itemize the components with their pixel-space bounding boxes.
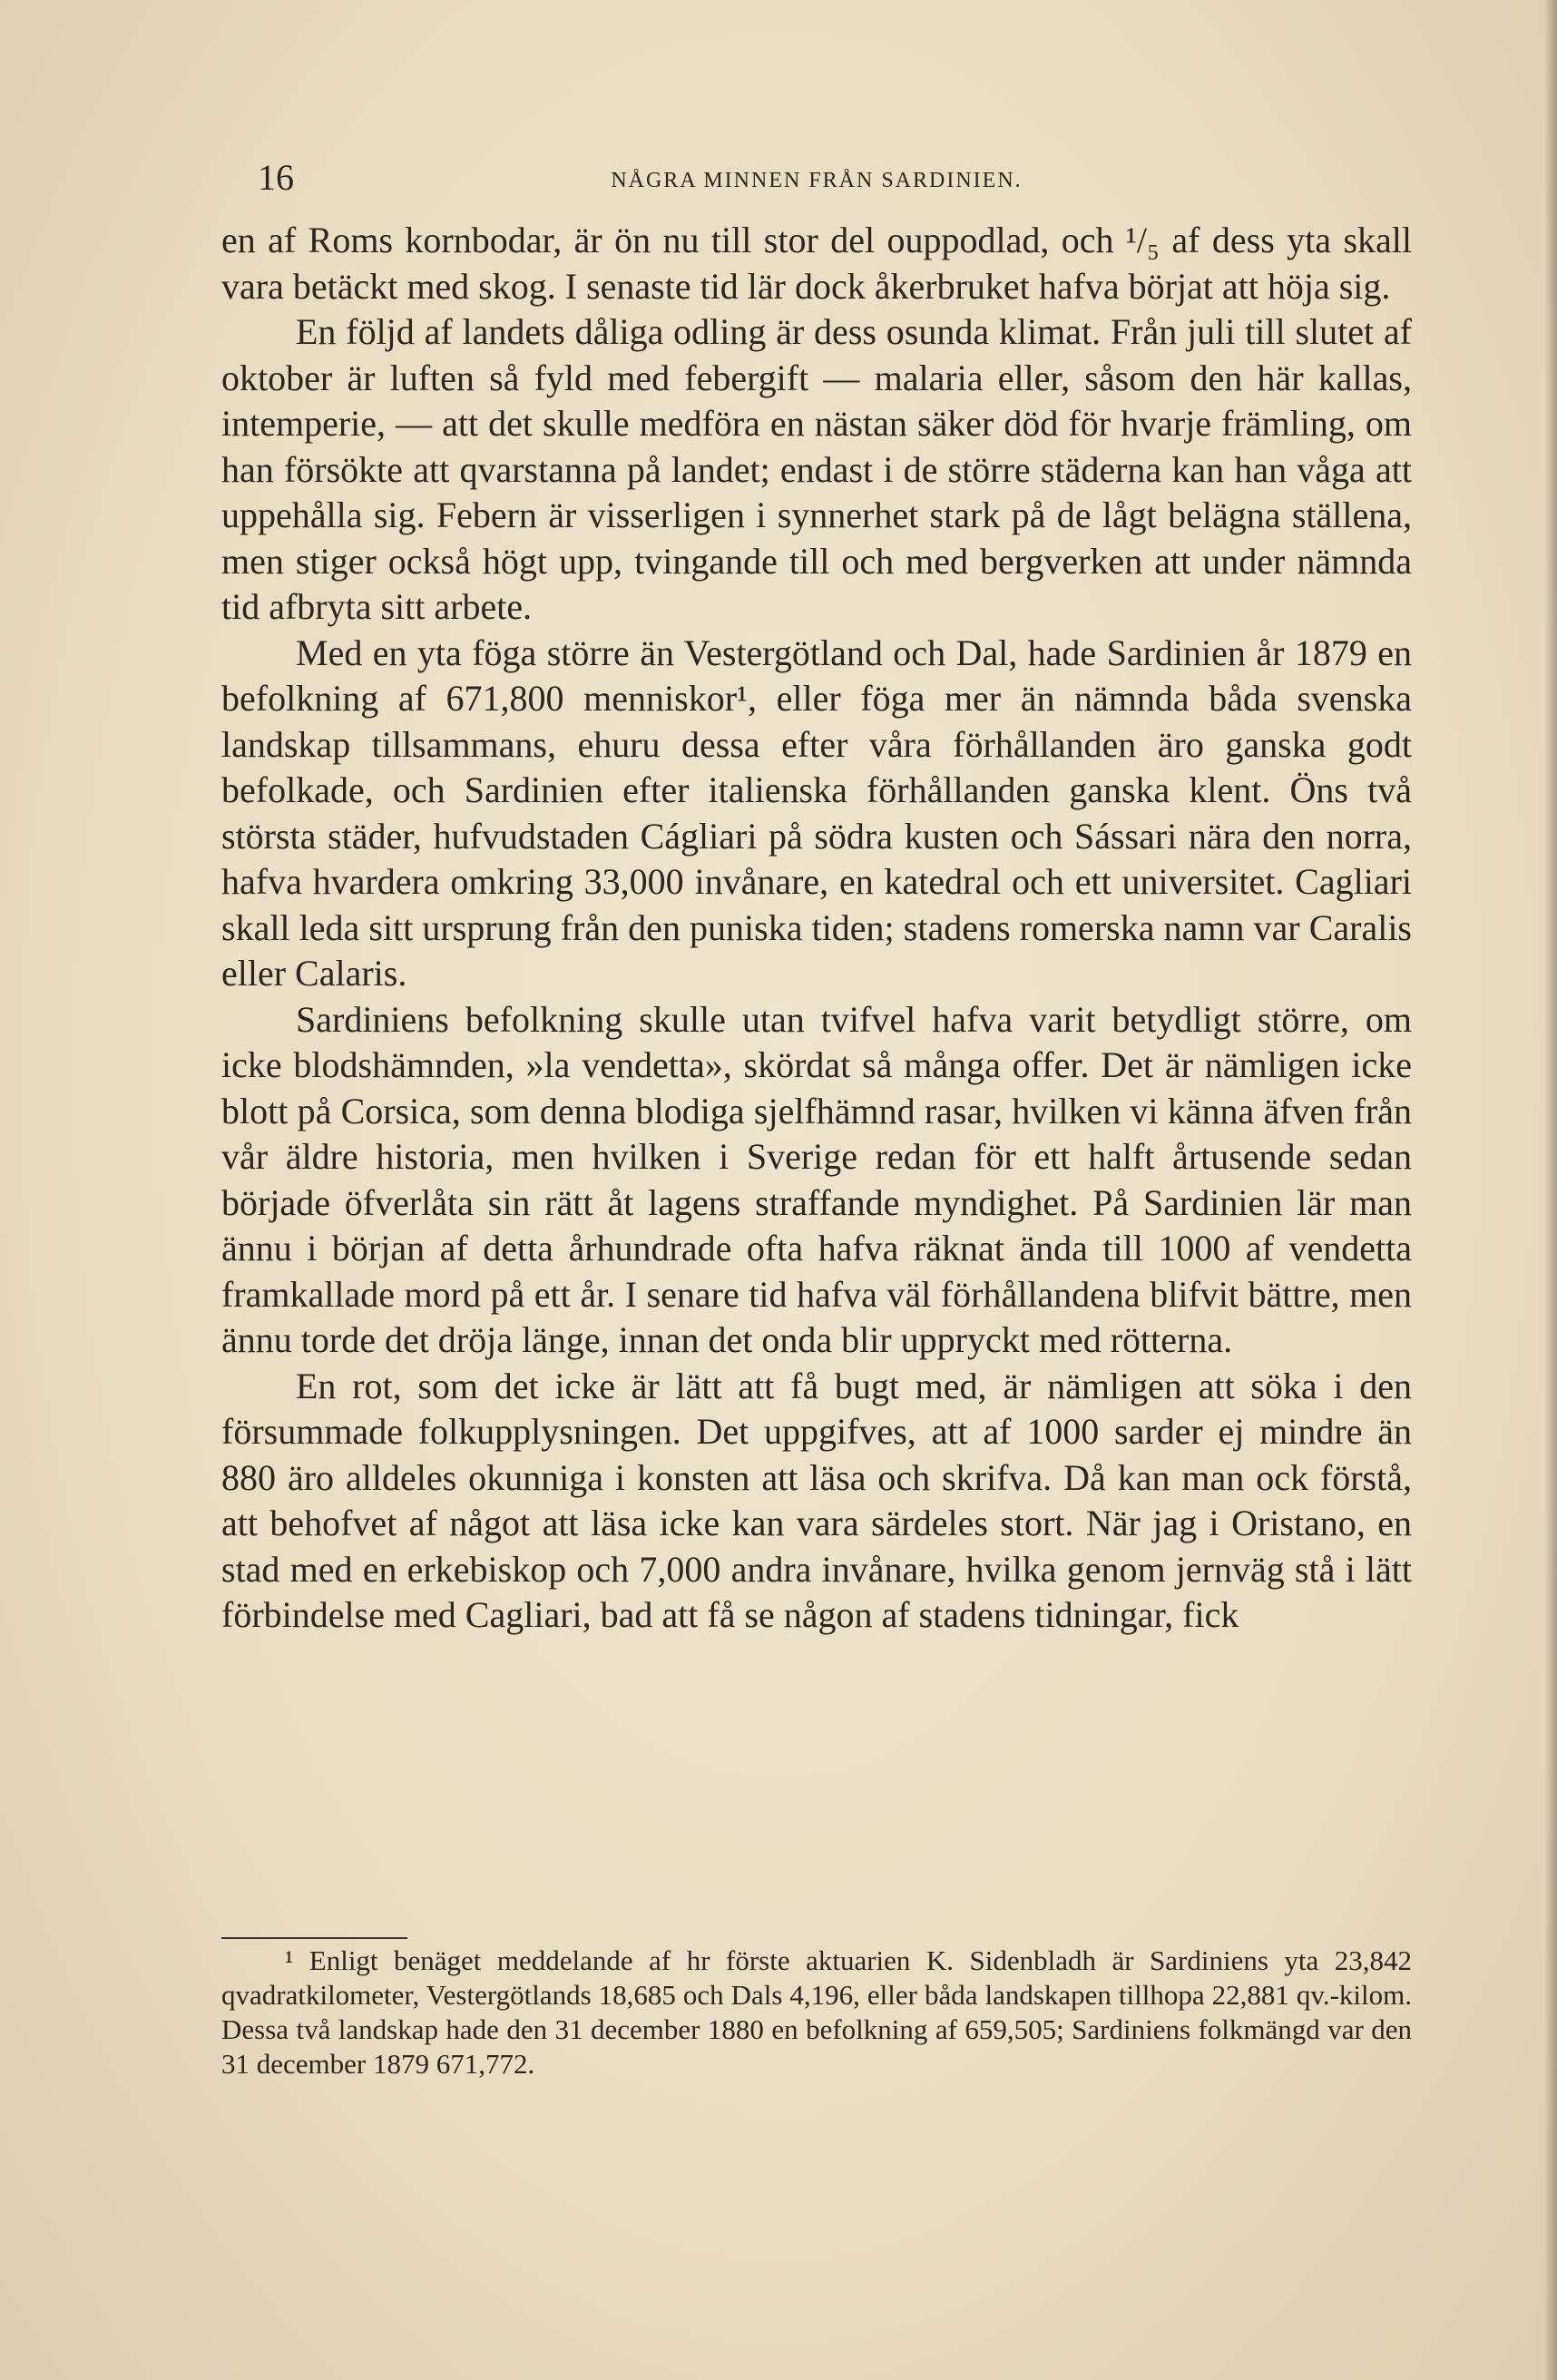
paragraph: En följd af landets dåliga odling är dess osunda klimat. Från juli till slutet af oktober är luften så fyld med febergift — malaria eller, såsom den här kallas, intemperie, — att det skulle medföra en nästan säker död för hvarje främling, om han försökte att qvarstanna på landet; endast i de större städerna kan han våga att uppehålla sig. Febern är visserligen i synnerhet stark på de lågt belägna ställena, men stiger också högt upp, tvingande till och med bergverken att under nämnda tid afbryta sitt arbete.: [221, 311, 1412, 627]
running-head: NÅGRA MINNEN FRÅN SARDINIEN.: [611, 169, 1023, 192]
page-number: 16: [258, 157, 294, 198]
footnote-rule: [221, 1937, 407, 1939]
paragraph: en af Roms kornbodar, är ön nu till stor del ouppodlad, och ¹/₅ af dess yta skall vara betäckt med skog. I senaste tid lär dock åkerbruket hafva börjat att höja sig.: [221, 220, 1412, 307]
paragraph: Med en yta föga större än Vestergötland och Dal, hade Sardinien år 1879 en befolkning af 671,800 menniskor¹, eller föga mer än nämnda båda svenska landskap tillsammans, ehuru dessa efter våra förhållanden äro ganska godt befolkade, och Sardinien efter italienska förhållanden ganska klent. Öns två största städer, hufvudstaden Cágliari på södra kusten och Sássari nära den norra, hafva hvardera omkring 33,000 invånare, en katedral och ett universitet. Cagliari skall leda sitt ursprung från den puniska tiden; stadens romerska namn var Caralis eller Calaris.: [221, 632, 1412, 994]
page-header: [221, 156, 1412, 201]
body-text: [221, 218, 1412, 1639]
paragraph: Sardiniens befolkning skulle utan tvifvel hafva varit betydligt större, om icke blodshämnden, »la vendetta», skördat så många offer. Det är nämligen icke blott på Corsica, som denna blodiga sjelfhämnd rasar, hvilken vi känna äfven från vår äldre historia, men hvilken i Sverige redan för ett halft årtusende sedan började öfverlåta sin rätt åt lagens straffande myndighet. På Sardinien lär man ännu i början af detta århundrade ofta hafva räknat ända till 1000 af vendetta framkallade mord på ett år. I senare tid hafva väl förhållandena blifvit bättre, men ännu torde det dröja länge, innan det onda blir uppryckt med rötterna.: [221, 998, 1412, 1360]
footnote: ¹ Enligt benäget meddelande af hr förste aktuarien K. Sidenbladh är Sardiniens yta 23,842 qvadratkilometer, Vestergötlands 18,685 och Dals 4,196, eller båda landskapen tillhopa 22,881 qv.-kilom. Dessa två landskap hade den 31 december 1880 en befolkning af 659,505; Sardiniens folkmängd var den 31 december 1879 671,772.: [221, 1944, 1412, 2080]
paragraph: En rot, som det icke är lätt att få bugt med, är nämligen att söka i den försummade folkupplysningen. Det uppgifves, att af 1000 sarder ej mindre än 880 äro alldeles okunniga i konsten att läsa och skrifva. Då kan man ock förstå, att behofvet af något att läsa icke kan vara särdeles stort. När jag i Oristano, en stad med en erkebiskop och 7,000 andra invånare, hvilka genom jernväg stå i lätt förbindelse med Cagliari, bad att få se någon af stadens tidningar, fick: [221, 1365, 1412, 1635]
